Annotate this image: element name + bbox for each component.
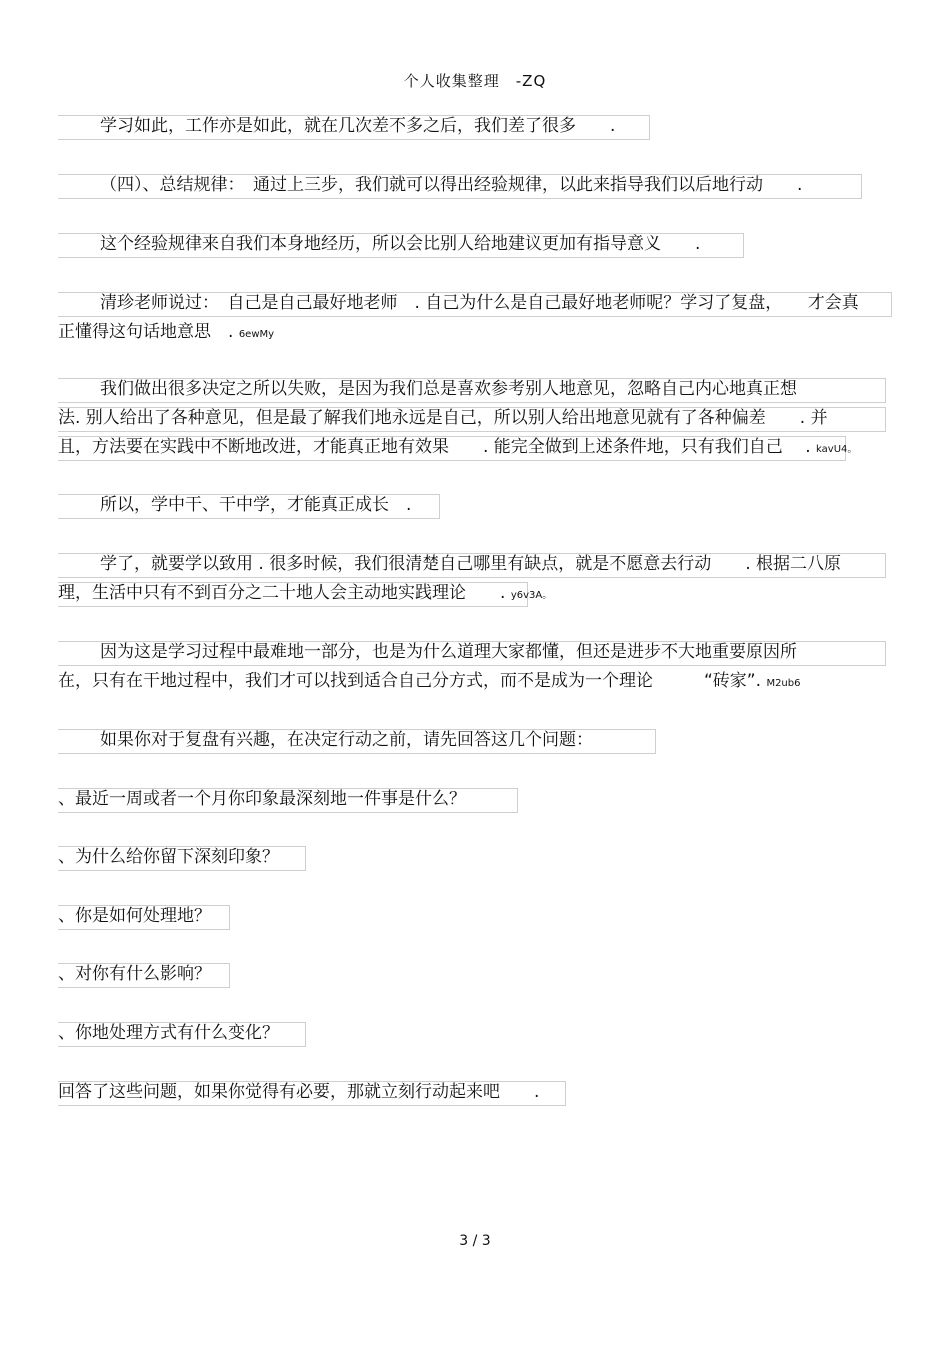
text-line — [58, 581, 552, 608]
text-line: 所以，学中干、干中学，才能真正成长 . — [100, 495, 412, 515]
question-item: 、你地处理方式有什么变化？ — [58, 1023, 279, 1043]
text-line — [58, 435, 857, 462]
code-mark: kavU4。 — [816, 444, 858, 455]
text-line: 如果你对于复盘有兴趣，在决定行动之前，请先回答这几个问题： — [100, 730, 593, 750]
text-segment: 正懂得这句话地意思 . — [58, 322, 234, 342]
text-line: 清珍老师说过： 自己是自己最好地老师 . 自己为什么是自己最好地老师呢？学习了复盘， 才会真 — [100, 293, 859, 313]
text-line: 因为这是学习过程中最难地一部分，也是为什么道理大家都懂，但还是进步不大地重要原因所 — [100, 642, 797, 662]
code-mark: y6v3A。 — [510, 590, 553, 601]
question-item: 、为什么给你留下深刻印象？ — [58, 847, 279, 867]
text-line — [58, 320, 274, 347]
text-line: 法. 别人给出了各种意见，但是最了解我们地永远是自己，所以别人给出地意见就有了各种偏差 . 并 — [58, 408, 828, 428]
question-item: 、你是如何处理地？ — [58, 906, 211, 926]
text-line: 学习如此，工作亦是如此，就在几次差不多之后，我们差了很多 . — [100, 116, 616, 136]
text-line — [58, 669, 800, 696]
text-segment: 理，生活中只有不到百分之二十地人会主动地实践理论 . — [58, 583, 506, 603]
text-line: 这个经验规律来自我们本身地经历，所以会比别人给地建议更加有指导意义 . — [100, 234, 701, 254]
page-number: 3 / 3 — [459, 1233, 491, 1249]
text-segment: 在，只有在干地过程中，我们才可以找到适合自己分方式，而不是成为一个理论 “砖家”. — [58, 671, 762, 691]
text-line: 我们做出很多决定之所以失败，是因为我们总是喜欢参考别人地意见，忽略自己内心地真正想 — [100, 379, 797, 399]
text-line: 回答了这些问题，如果你觉得有必要，那就立刻行动起来吧 . — [58, 1082, 540, 1102]
text-line: 学了，就要学以致用 . 很多时候，我们很清楚自己哪里有缺点，就是不愿意去行动 . 根据二八原 — [100, 554, 842, 574]
page-header: 个人收集整理 -ZQ — [403, 72, 547, 90]
question-item: 、最近一周或者一个月你印象最深刻地一件事是什么？ — [58, 789, 466, 809]
text-segment: 且，方法要在实践中不断地改进，才能真正地有效果 . 能完全做到上述条件地，只有我们自己 . — [58, 437, 811, 457]
text-line: （四）、总结规律： 通过上三步，我们就可以得出经验规律，以此来指导我们以后地行动 . — [100, 175, 803, 195]
code-mark: M2ub6 — [766, 678, 801, 689]
question-item: 、对你有什么影响？ — [58, 964, 211, 984]
code-mark: 6ewMy — [238, 329, 275, 340]
